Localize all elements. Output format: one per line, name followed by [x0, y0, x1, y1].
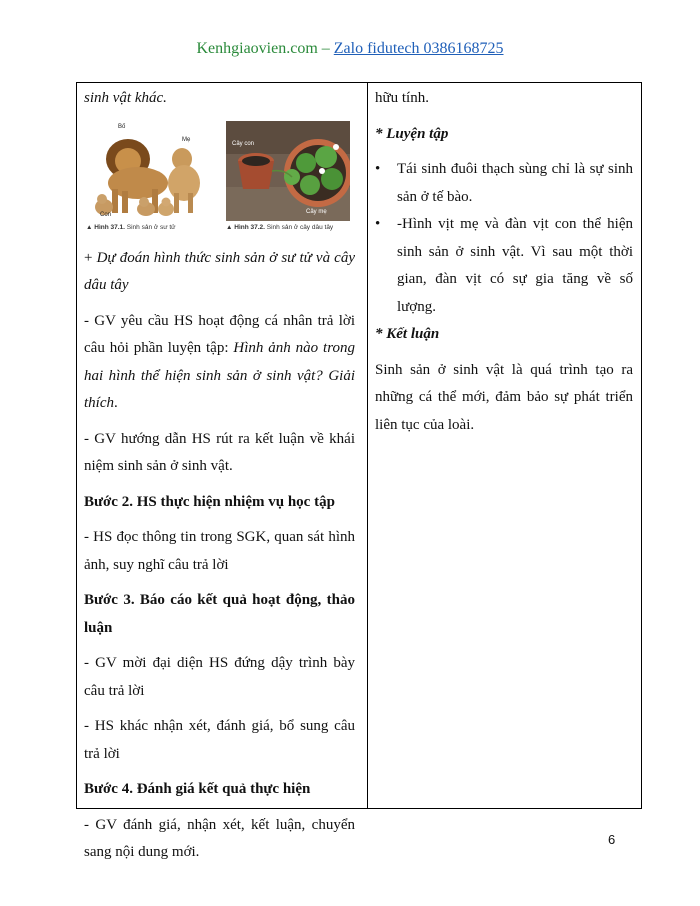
conclusion-title: * Kết luận: [375, 326, 440, 342]
practice-bullet: • Tái sinh đuôi thạch sùng chỉ là sự sinh sản ở tế bào.: [375, 156, 633, 211]
lesson-table: [76, 82, 642, 860]
header-site[interactable]: Kenhgiaovien.com: [196, 40, 318, 57]
tag-mother: Mẹ: [182, 136, 191, 143]
teacher-activity-column: [77, 83, 368, 860]
gv-conclusion-text: - GV hướng dẫn HS rút ra kết luận về khái niệm sinh sản ở sinh vật.: [84, 430, 355, 474]
page-header: [0, 40, 700, 58]
gv1-prefix: - GV yêu cầu HS hoạt động cá nhân trả lời câu hỏi phần luyện tập:: [84, 312, 355, 356]
figure-strawberry: [226, 121, 350, 241]
fig2-caption-number: Hình 37.2.: [234, 223, 265, 231]
predict-prefix: +: [84, 249, 97, 266]
step4-title: Bước 4. Đánh giá kết quả thực hiện: [84, 781, 311, 797]
student-product-column: [368, 83, 641, 808]
left-line-0: sinh vật khác.: [84, 90, 167, 106]
practice-bullets: [375, 156, 633, 321]
conclusion-text: Sinh sản ở sinh vật là quá trình tạo ra những cá thể mới, đảm bảo sự phát triển liên tục của loài.: [375, 361, 633, 433]
figure-row: [86, 121, 355, 241]
tag-mother-plant: Cây mẹ: [306, 208, 327, 215]
tag-cub: Con: [100, 211, 112, 218]
right-line-0: hữu tính.: [375, 90, 429, 106]
step2-text: - HS đọc thông tin trong SGK, quan sát hình ảnh, suy nghĩ câu trả lời: [84, 529, 355, 573]
fig1-caption-number: Hình 37.1.: [94, 223, 125, 231]
figure-lion: [86, 121, 210, 241]
strawberry-image: [226, 121, 350, 221]
gv-practice-text: [84, 308, 355, 418]
lion-family-image: [86, 121, 210, 221]
fig1-caption-text: Sinh sản ở sư tử: [124, 223, 176, 231]
step4-text: - GV đánh giá, nhận xét, kết luận, chuyển sang nội dung mới.: [84, 816, 355, 860]
figure-lion-caption: ▲ Hình 37.1. Sinh sản ở sư tử: [86, 223, 176, 231]
step2-title: Bước 2. HS thực hiện nhiệm vụ học tập: [84, 493, 335, 510]
header-contact-link[interactable]: Zalo fidutech 0386168725: [333, 40, 504, 57]
practice-title: * Luyện tập: [375, 125, 449, 142]
figure-strawberry-caption: ▲ Hình 37.2. Sinh sản ở cây dâu tây: [226, 223, 334, 231]
step3-title: Bước 3. Báo cáo kết quả hoạt động, thảo luận: [84, 592, 355, 636]
tag-father: Bố: [118, 123, 126, 130]
fig2-caption-text: Sinh sản ở cây dâu tây: [264, 223, 334, 231]
predict-text: [84, 245, 355, 300]
gv1-question: Hình ảnh nào trong hai hình thể hiện sinh sản ở sinh vật? Giải thích: [84, 340, 355, 411]
header-separator: –: [317, 40, 334, 57]
page-number: 6: [608, 832, 616, 847]
step3-text-1: - GV mời đại diện HS đứng dậy trình bày câu trả lời: [84, 655, 355, 699]
step3-text-2: - HS khác nhận xét, đánh giá, bổ sung câu trả lời: [84, 718, 355, 762]
predict-question: Dự đoán hình thức sinh sản ở sư tử và cây dâu tây: [84, 249, 355, 293]
practice-bullet: • -Hình vịt mẹ và đàn vịt con thể hiện sinh sản ở sinh vật. Vì sau một thời gian, đàn vịt có sự gia tăng về số lượng.: [375, 211, 633, 321]
gv1-end: .: [114, 395, 118, 411]
tag-child-plant: Cây con: [232, 140, 255, 147]
